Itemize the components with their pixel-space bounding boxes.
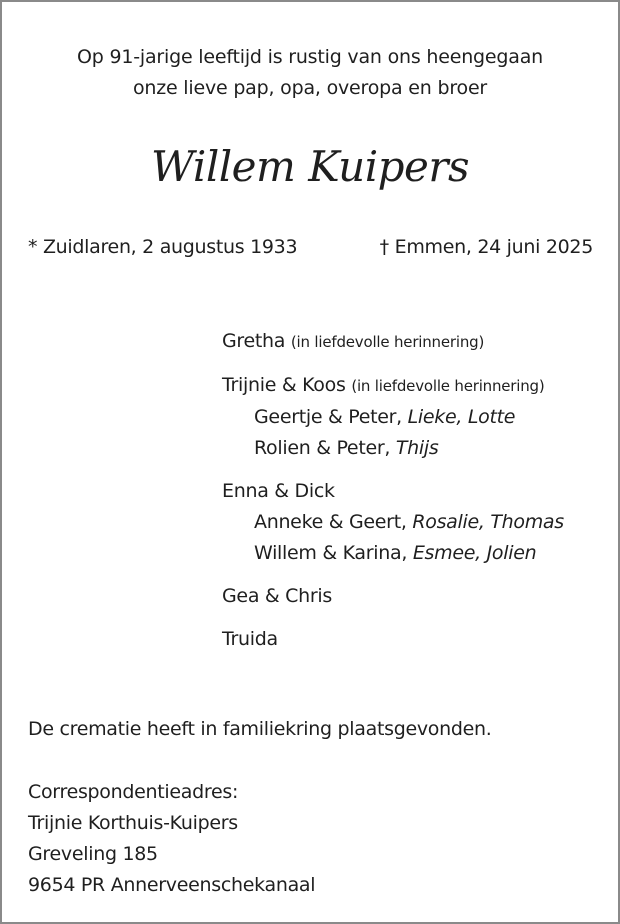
- family-member: [222, 624, 602, 655]
- grandchild-line: [222, 433, 602, 464]
- family-member: [222, 326, 602, 358]
- intro-text: [0, 42, 620, 104]
- great-grandchildren: Thijs: [395, 437, 439, 459]
- family-list: [222, 326, 602, 655]
- correspondence-address: [28, 777, 315, 901]
- remembrance-note: (in liefdevolle herinnering): [351, 377, 545, 395]
- family-name: Gea & Chris: [222, 585, 332, 607]
- address-name: Trijnie Korthuis-Kuipers: [28, 812, 238, 834]
- grandchild-line: [222, 538, 602, 569]
- family-name: Trijnie & Koos: [222, 374, 346, 396]
- great-grandchildren: Rosalie, Thomas: [412, 511, 564, 533]
- family-member: [222, 581, 602, 612]
- family-name: Enna & Dick: [222, 480, 335, 502]
- intro-line: Op 91-jarige leeftijd is rustig van ons heengegaan: [77, 46, 543, 68]
- great-grandchildren: Esmee, Jolien: [412, 542, 537, 564]
- couple-name: Geertje & Peter,: [254, 406, 402, 428]
- birth-date: * Zuidlaren, 2 augustus 1933: [28, 236, 298, 258]
- deceased-name: Willem Kuipers: [150, 142, 470, 191]
- cremation-note: De crematie heeft in familiekring plaatsgevonden.: [28, 718, 492, 740]
- remembrance-note: (in liefdevolle herinnering): [290, 333, 485, 351]
- family-name: Truida: [222, 628, 278, 650]
- couple-name: Willem & Karina,: [254, 542, 408, 564]
- address-label: Correspondentieadres:: [28, 781, 239, 803]
- family-member: [222, 370, 602, 402]
- family-name: Gretha: [222, 330, 286, 352]
- death-date: † Emmen, 24 juni 2025: [379, 236, 593, 258]
- grandchild-line: [222, 402, 602, 433]
- address-street: Greveling 185: [28, 843, 158, 865]
- couple-name: Anneke & Geert,: [254, 511, 407, 533]
- great-grandchildren: Lieke, Lotte: [407, 406, 516, 428]
- intro-line: onze lieve pap, opa, overopa en broer: [132, 77, 488, 99]
- family-member: [222, 476, 602, 507]
- grandchild-line: [222, 507, 602, 538]
- address-city: 9654 PR Annerveenschekanaal: [28, 874, 316, 896]
- couple-name: Rolien & Peter,: [254, 437, 391, 459]
